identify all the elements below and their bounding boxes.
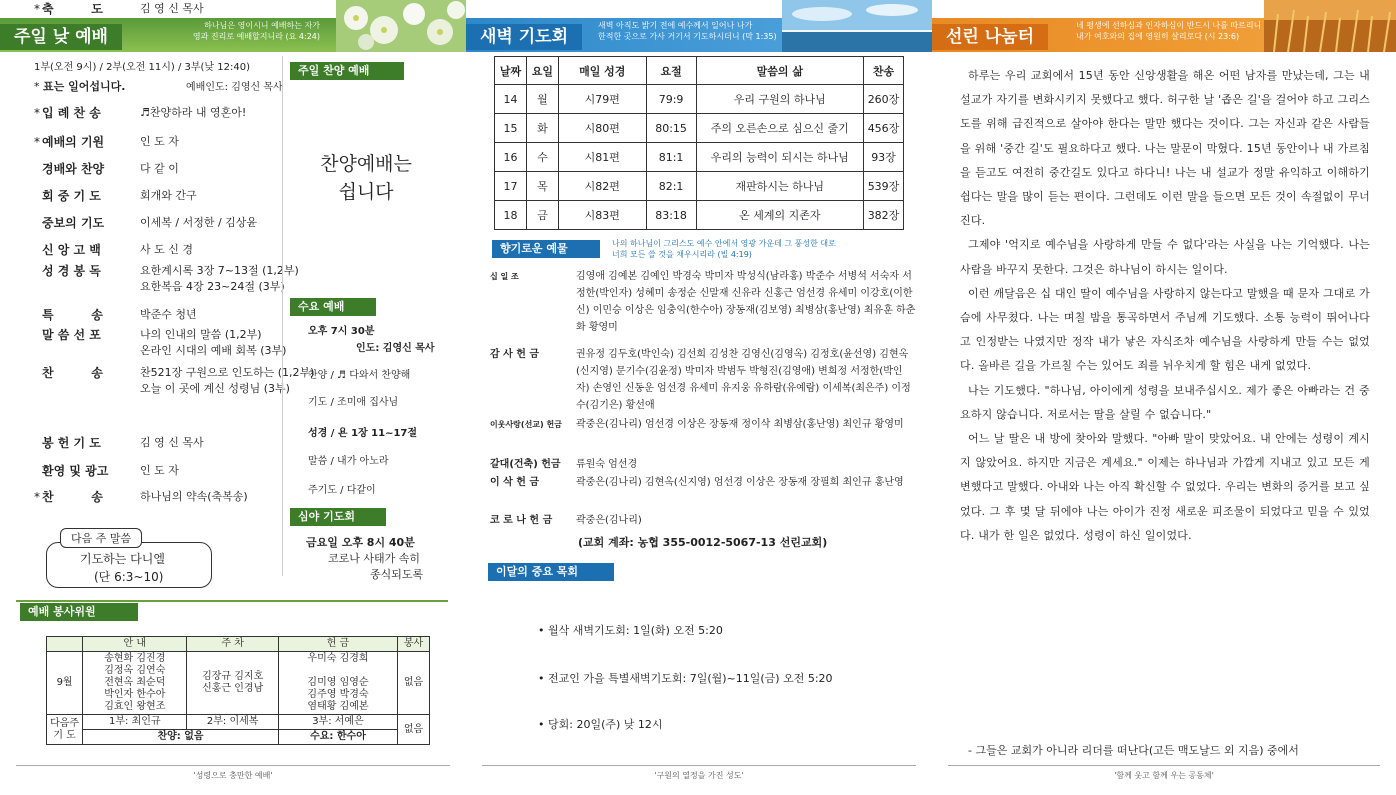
bible-row: 16 수 시81편 81:1 우리의 능력이 되시는 하나님 93장 — [495, 143, 904, 172]
sharing-header — [932, 0, 1396, 52]
next-week-label: 다음 주 말씀 — [60, 528, 142, 548]
offering-type: 갈대(건축) 헌금 — [490, 459, 561, 470]
order-label: 회 중 기 도 — [42, 189, 101, 203]
order-value-2: 요한복음 4장 23~24절 (3부) — [140, 280, 285, 293]
dawn-verse: 새벽 아직도 밝기 전에 예수께서 일어나 나가 한적한 곳으로 가사 거기서 기도하시더니 (막 1:35) — [598, 21, 777, 41]
order-item — [34, 326, 286, 358]
article-paragraph: 그제야 '억지로 예수님을 사랑하게 만들 수 없다'라는 사실을 나는 기억했다. 나는 사람을 바꾸지 못한다. 그것은 하나님이 하시는 일이다. — [960, 238, 1370, 276]
order-item — [34, 214, 257, 231]
offerings-verse: 나의 하나님이 그리스도 예수 안에서 영광 가운데 그 풍성한 대로 너희 모든 쓸 것을 채우시리라 (빌 4:19) — [612, 239, 836, 259]
offering-type: 십 일 조 — [490, 272, 519, 281]
wednesday-prayer: 기도 / 조미애 집사님 — [308, 397, 399, 408]
late-night-time: 금요일 오후 8시 40분 — [306, 536, 415, 549]
order-label: 봉 헌 기 도 — [42, 436, 101, 450]
order-label: 예배의 기원 — [42, 135, 105, 149]
next-prayer-label: 다음주 기 도 — [47, 715, 83, 745]
order-item — [34, 0, 204, 17]
serve-cell: 없음 — [398, 652, 430, 715]
bible-row: 17 목 시82편 82:1 재판하시는 하나님 539장 — [495, 172, 904, 201]
praise-notice: 찬양예배는 쉽니다 — [320, 153, 412, 203]
order-item — [34, 241, 193, 258]
offering-group — [490, 346, 920, 426]
order-value: 요한계시록 3장 7~13절 (1,2부) — [140, 264, 299, 277]
order-label: 성 경 봉 독 — [42, 264, 101, 278]
order-value-2: 온라인 시대의 예배 회복 (3부) — [140, 344, 287, 357]
order-item — [34, 187, 197, 204]
order-value: 사 도 신 경 — [140, 243, 193, 256]
standing-note: * 표는 일어섭니다. — [34, 80, 126, 93]
wheat-field-image — [1264, 0, 1396, 52]
next-week-reference: (단 6:3~10) — [94, 570, 164, 584]
order-value: 찬521장 구원으로 인도하는 (1,2부) — [140, 366, 315, 379]
sharing-title: 선린 나눔터 — [932, 24, 1048, 50]
column-sharing — [932, 0, 1396, 795]
offering-names: 곽중은(김나리) — [576, 515, 642, 526]
bible-row: 15 화 시80편 80:15 주의 오른손으로 심으신 줄기 456장 — [495, 114, 904, 143]
wednesday-lords-prayer: 주기도 / 다같이 — [308, 485, 376, 496]
order-value-2: 오늘 이 곳에 계신 성령님 (3부) — [140, 382, 290, 395]
bible-row: 18 금 시83편 83:18 온 세계의 지존자 382장 — [495, 201, 904, 230]
month-cell: 9월 — [47, 652, 83, 715]
praise-worship-label: 주일 찬양 예배 — [290, 62, 404, 80]
service-times: 1부(오전 9시) / 2부(오전 11시) / 3부(낮 12:40) — [34, 62, 250, 73]
offering-names: 곽중은(김나리) 엄선경 이상은 장동재 정이삭 최병삼(홍난영) 최인규 황영미 — [576, 419, 904, 430]
worship-leader: 예배인도: 김영신 목사 — [186, 82, 283, 93]
wednesday-praise: 찬양 / ♬ 다와서 찬양해 — [308, 370, 411, 381]
order-star: * — [34, 135, 40, 149]
order-value: ♬찬양하라 내 영혼아! — [140, 106, 247, 119]
monthly-events-label: 이달의 중요 목회 — [488, 563, 614, 581]
order-value: 인 도 자 — [140, 135, 179, 148]
monthly-event: • 전교인 가을 특별새벽기도회: 7일(월)~11일(금) 오전 5:20 — [538, 672, 833, 685]
sunday-verse: 하나님은 영이시니 예배하는 자가 영과 진리로 예배할지니라 (요 4:24) — [192, 21, 320, 41]
bullet-icon: • — [538, 718, 548, 731]
offering-cell: 우미숙 김경희 김미영 임영순 김주영 박경숙 염태황 김예본 — [278, 652, 397, 715]
column1-footer: '성령으로 충만한 예배' — [0, 770, 466, 781]
order-value: 하나님의 약속(축복송) — [140, 490, 248, 503]
order-item — [34, 462, 179, 479]
sea-sky-image — [782, 0, 932, 52]
order-item — [34, 104, 246, 121]
order-star: * — [34, 2, 40, 16]
order-label: 중보의 기도 — [42, 216, 105, 230]
column3-footer: '함께 웃고 함께 우는 공동체' — [932, 770, 1396, 781]
order-label: 특 송 — [42, 308, 103, 322]
monthly-event: • 당회: 20일(주) 낮 12시 — [538, 718, 663, 731]
order-label: 신 앙 고 백 — [42, 243, 101, 257]
order-item — [34, 364, 314, 396]
order-label: 환영 및 광고 — [42, 464, 109, 478]
order-item — [34, 133, 179, 150]
offering-names: 류원숙 엄선경 — [576, 459, 638, 470]
order-star: * — [34, 490, 40, 504]
offering-names: 김영애 김예본 김예인 박경숙 박미자 박성식(남라홍) 박준수 서병석 서숙자 서정한(박인자) 성혜미 송정순 신말재 신유라 신홍근 엄선경 유세미 이강호(이한신) 이민승 이상은 임충익(한수아) 장동재(김보영) 최병삼(홍난영) 최유훈 하춘화 황영미 — [576, 271, 916, 333]
sharing-article — [960, 64, 1370, 548]
order-value: 회개와 간구 — [140, 189, 197, 202]
offering-type: 이웃사랑(선교) 헌금 — [490, 420, 562, 429]
order-item — [34, 262, 299, 294]
sunday-title: 주일 낮 예배 — [0, 24, 122, 50]
offering-type: 감 사 헌 금 — [490, 349, 540, 360]
article-source: - 그들은 교회가 아니라 리더를 떠난다(고든 맥도날드 외 지음) 중에서 — [968, 744, 1299, 757]
wednesday-leader: 인도: 김영신 목사 — [356, 343, 435, 354]
next-week-title: 기도하는 다니엘 — [80, 552, 165, 566]
offering-type: 코 로 나 헌 금 — [490, 515, 553, 526]
dawn-header — [466, 0, 932, 52]
order-label: 찬 송 — [42, 490, 103, 504]
blossom-image — [336, 0, 466, 52]
order-label: 찬 송 — [42, 366, 103, 380]
usher-cell: 송현화 김진경 김정옥 김연숙 전현옥 최순덕 박인자 한수아 김효인 왕현조 — [83, 652, 187, 715]
late-night-prayer-label: 심야 기도회 — [290, 508, 386, 526]
article-paragraph: 나는 기도했다. "하나님, 아이에게 성령을 보내주십시오. 제가 좋은 아빠라는 건 중요하지 않습니다. 저로서는 딸을 살릴 수 없습니다." — [960, 383, 1370, 421]
offering-group — [490, 268, 920, 348]
order-item — [34, 434, 204, 451]
order-item — [34, 306, 197, 323]
dawn-title: 새벽 기도회 — [466, 24, 582, 50]
order-value: 인 도 자 — [140, 464, 179, 477]
church-account: (교회 계좌: 농협 355-0012-5067-13 선린교회) — [578, 536, 828, 549]
wednesday-scripture: 성경 / 욘 1장 11~17절 — [308, 428, 418, 439]
column2-footer: '구원의 열정을 가진 성도' — [466, 770, 932, 781]
order-value: 다 같 이 — [140, 162, 179, 175]
order-label: 말 씀 선 포 — [42, 328, 101, 342]
column-sunday-worship — [0, 0, 466, 795]
monthly-event: • 월삭 새벽기도회: 1일(화) 오전 5:20 — [538, 624, 723, 637]
wednesday-worship-label: 수요 예배 — [290, 298, 376, 316]
order-value: 김 영 신 목사 — [140, 2, 204, 15]
order-label: 입 례 찬 송 — [42, 106, 101, 120]
offering-type: 이 삭 헌 금 — [490, 477, 540, 488]
order-value: 박준수 청년 — [140, 308, 197, 321]
service-volunteers-table: 안 내 주 차 헌 금 봉사 9월 송현화 김진경 김정옥 김연숙 전현옥 최순덕 박인자 한수아 김효인 왕현조 김장규 김지호 신홍근 인경남 우미숙 김경희 김미영 임영순 김주영 박경숙 염태황 김예본 없음 다음주 기 도 1부: 최인규 2부: 이세복 3부: 서예은 없음 찬양: 없음 수요: 한수아 — [46, 636, 430, 745]
article-paragraph: 하루는 우리 교회에서 15년 동안 신앙생활을 해온 어떤 남자를 만났는데, 그는 내 설교가 자기를 변화시키지 못했다고 했다. 허구한 날 '좁은 길'을 걸어야 하고 그리스도를 위해 급진적으로 살아야 한다는 말만 했다는 것이다. 그는 자신과 같은 사람들을 위해 '중간 길'도 필요하다고 했다. 나는 말문이 막혔다. 15년 동안이나 내 가르침을 듣고도 여전히 중간길도 있다고 하다니! 나는 내 설교가 정말 유익하고 이해하기 쉽다는 말을 많이 듣는 편이다. 그런데도 이런 말을 들으면 모든 것이 속절없이 무너진다. — [960, 69, 1370, 228]
order-label: 축 도 — [42, 2, 103, 16]
daily-bible-table: 날짜 요일 매일 성경 요절 말씀의 삶 찬송 14 월 시79편 79:9 우리 구원의 하나님 260장 15 화 시80편 80:15 주의 오른손으로 심으신 줄기 456장 16 수 시81편 81:1 우리의 능력이 되시는 하나님 93장 17 목 시82편 82:1 재판하시는 하나님 539장 18 금 시83편 83:18 온 세계의 지존자 382장 — [494, 56, 904, 230]
order-item — [34, 488, 248, 505]
parking-cell: 김장규 김지호 신홍근 인경남 — [187, 652, 278, 715]
order-value: 나의 인내의 말씀 (1,2부) — [140, 328, 262, 341]
bible-row: 14 월 시79편 79:9 우리 구원의 하나님 260장 — [495, 85, 904, 114]
column-dawn-prayer — [466, 0, 932, 795]
offerings-label: 향기로운 예물 — [492, 240, 600, 258]
order-label: 경배와 찬양 — [42, 162, 105, 176]
service-volunteers-label: 예배 봉사위원 — [20, 603, 138, 621]
sharing-verse: 네 평생에 선하심과 인자하심이 반드시 나를 따르리니 내가 여호와의 집에 영원히 살리로다 (시 23:6) — [1076, 21, 1262, 41]
bullet-icon: • — [538, 624, 548, 637]
order-value: 이세복 / 서정한 / 김상윤 — [140, 216, 258, 229]
bullet-icon: • — [538, 672, 548, 685]
order-value: 김 영 신 목사 — [140, 436, 204, 449]
late-night-text-2: 종식되도록 — [370, 568, 424, 581]
article-paragraph: 이런 깨달음은 십 대인 딸이 예수님을 사랑하지 않는다고 말했을 때 문자 그대로 가슴에 사무쳤다. 나는 며칠 밤을 통곡하면서 주님께 기도했다. 소통 능력이 뛰어나다고 인정받는 나였지만 정작 내가 낳은 자식조차 예수님을 사랑하게 만들 수는 없었다. 올바른 길을 가르칠 수는 있어도 죄를 뉘우치게 할 힘은 내게 없었다. — [960, 286, 1370, 373]
order-item — [34, 160, 179, 177]
offering-names: 권유정 김두호(박인숙) 김선희 김성찬 김영신(김영옥) 김정호(윤선영) 김현옥(신지영) 문기수(김윤정) 박미자 박범두 박형진(김영애) 변희정 서정한(박인자) 손영인 신동운 엄선경 유세미 유지웅 유하람(유예람) 이세복(최은주) 이정수(김기은) 황선애 — [576, 349, 911, 411]
wednesday-sermon: 말씀 / 내가 아노라 — [308, 456, 389, 467]
late-night-text-1: 코로나 사태가 속히 — [328, 552, 421, 565]
offering-names: 곽중은(김나리) 김현옥(신지영) 엄선경 이상은 장동재 장필희 최인규 홍난영 — [576, 477, 904, 488]
article-paragraph: 어느 날 딸은 내 방에 찾아와 말했다. "아빠 말이 맞았어요. 내 안에는 성령이 계시지 않았어요. 하지만 지금은 계세요." 이제는 하나님과 가깝게 지내고 있고 모든 게 변했다고 말했다. 아내와 나는 아직 확신할 수 없었다. 우리는 변화의 증거를 보고 싶었다. 그 후 몇 달 뒤에야 나는 아이가 진정 새로운 피조물이 되었다고 믿을 수 있었다. 내가 한 일은 없었다. 성령이 하신 일이었다. — [960, 432, 1370, 542]
order-star: * — [34, 106, 40, 120]
wednesday-time: 오후 7시 30분 — [308, 326, 375, 337]
